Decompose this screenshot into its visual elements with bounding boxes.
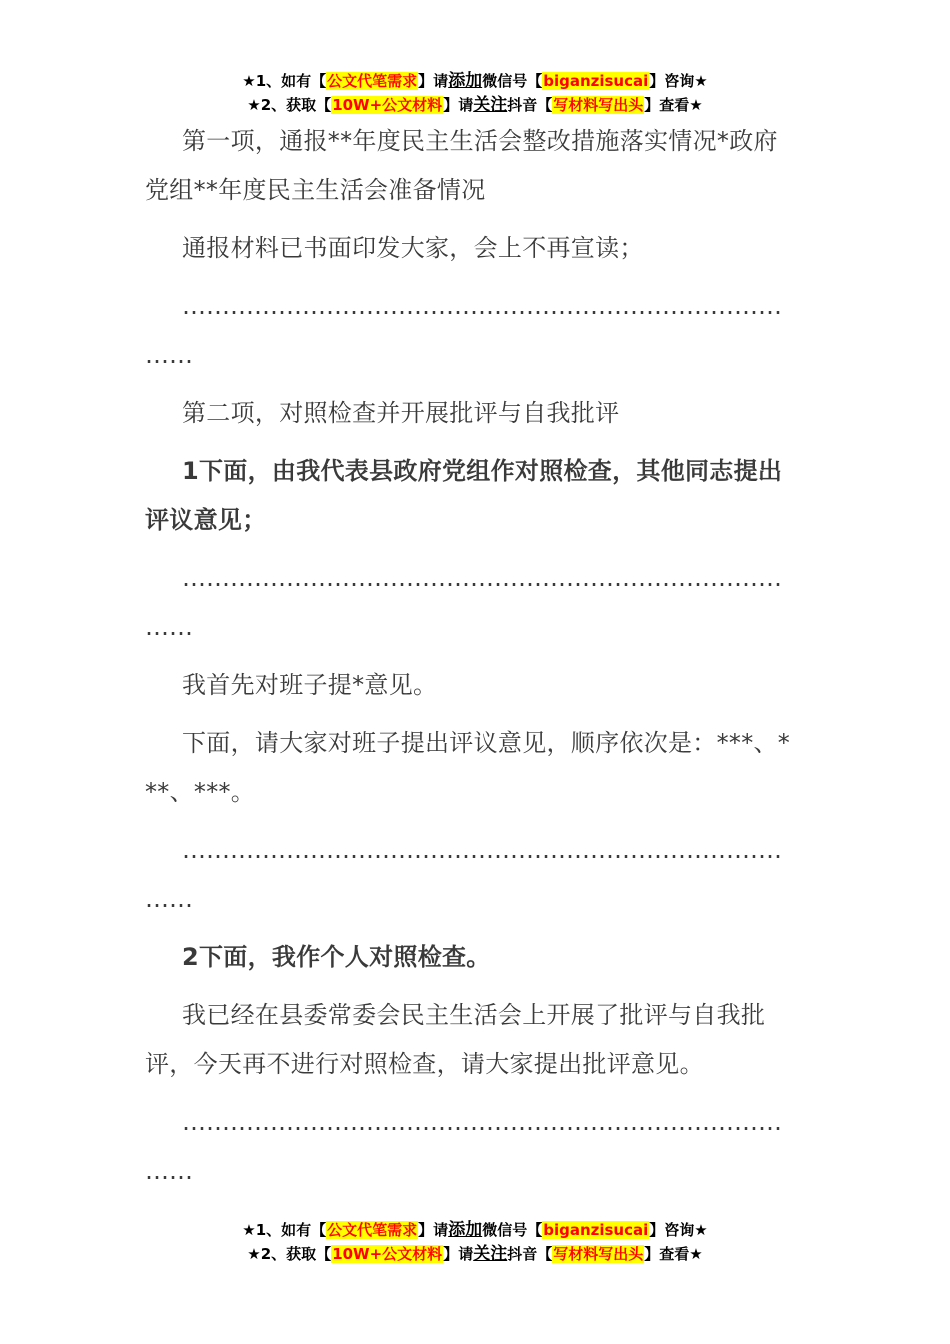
ellipsis-row: …………………………………………………………………	[182, 564, 782, 592]
banner-emphasis: 添加	[448, 1220, 483, 1240]
banner-line-1	[0, 69, 950, 93]
banner-emphasis: 关注	[473, 95, 508, 115]
bold-paragraph: 2下面，我作个人对照检查。	[182, 943, 491, 971]
paragraph: 第一项，通报**年度民主生活会整改措施落实情况*政府党组**年度民主生活会准备情况	[145, 127, 778, 204]
highlight-wechat-id: biganzisucai	[543, 72, 649, 90]
banner-text: 】请	[443, 1245, 474, 1263]
banner-emphasis: 添加	[448, 71, 483, 91]
ellipsis-separator	[145, 554, 797, 652]
ellipsis-row: ……	[145, 1157, 193, 1185]
banner-text: 微信号【	[482, 72, 543, 90]
banner-line-2	[0, 1242, 950, 1266]
banner-text: 】咨询★	[649, 72, 708, 90]
document-body	[145, 117, 797, 1205]
banner-text: ★2、获取【	[247, 1245, 332, 1263]
banner-text: 抖音【	[507, 96, 553, 114]
highlight-wechat-id: biganzisucai	[543, 1221, 649, 1239]
banner-text: 】请	[443, 96, 474, 114]
banner-line-2	[0, 93, 950, 117]
ellipsis-separator	[145, 282, 797, 380]
highlight-materials: 10W+公文材料	[332, 96, 443, 114]
banner-text: 】咨询★	[649, 1221, 708, 1239]
ellipsis-row: ……	[145, 613, 193, 641]
banner-text: 抖音【	[507, 1245, 553, 1263]
banner-line-1	[0, 1218, 950, 1242]
ellipsis-row: ……	[145, 885, 193, 913]
banner-emphasis: 关注	[473, 1244, 508, 1264]
ellipsis-row: …………………………………………………………………	[182, 292, 782, 320]
highlight-service: 公文代笔需求	[327, 72, 418, 90]
header-banner	[0, 69, 950, 117]
banner-text: ★1、如有【	[242, 72, 327, 90]
ellipsis-row: ……	[145, 341, 193, 369]
highlight-service: 公文代笔需求	[327, 1221, 418, 1239]
bold-paragraph: 1下面，由我代表县政府党组作对照检查，其他同志提出评议意见；	[145, 457, 783, 534]
banner-text: 微信号【	[482, 1221, 543, 1239]
paragraph: 下面，请大家对班子提出评议意见，顺序依次是：***、***、***。	[145, 729, 791, 806]
paragraph: 通报材料已书面印发大家，会上不再宣读；	[182, 234, 644, 262]
banner-text: 】查看★	[644, 1245, 703, 1263]
highlight-materials: 10W+公文材料	[332, 1245, 443, 1263]
paragraph: 第二项，对照检查并开展批评与自我批评	[182, 399, 620, 427]
banner-text: ★1、如有【	[242, 1221, 327, 1239]
banner-text: 】查看★	[644, 96, 703, 114]
highlight-douyin-account: 写材料写出头	[553, 1245, 644, 1263]
highlight-douyin-account: 写材料写出头	[553, 96, 644, 114]
banner-text: 】请	[418, 1221, 449, 1239]
ellipsis-row: …………………………………………………………………	[182, 836, 782, 864]
paragraph: 我首先对班子提*意见。	[182, 671, 438, 699]
banner-text: 】请	[418, 72, 449, 90]
ellipsis-row: …………………………………………………………………	[182, 1108, 782, 1136]
ellipsis-separator	[145, 1098, 797, 1196]
paragraph: 我已经在县委常委会民主生活会上开展了批评与自我批评，今天再不进行对照检查，请大家提出批评意见。	[145, 1001, 766, 1078]
ellipsis-separator	[145, 826, 797, 924]
banner-text: ★2、获取【	[247, 96, 332, 114]
footer-banner	[0, 1218, 950, 1266]
